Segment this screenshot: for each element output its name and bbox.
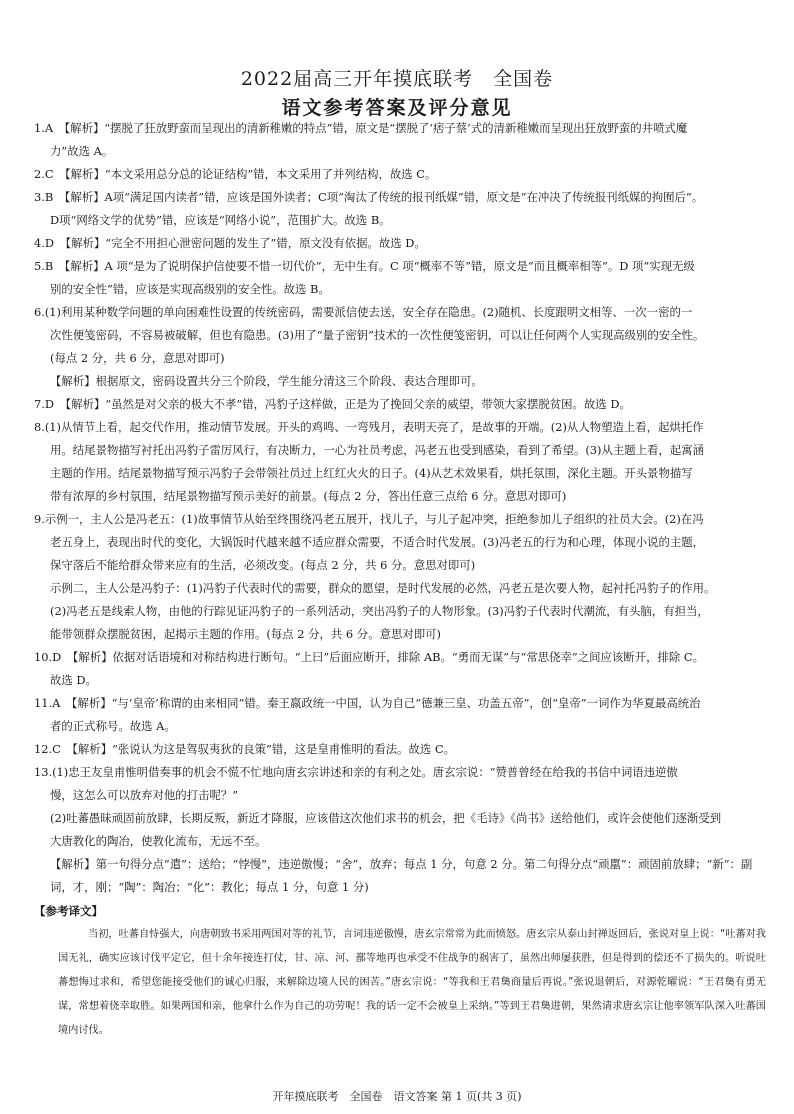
answer-line: (每点 2 分，共 6 分，意思对即可) bbox=[50, 351, 225, 365]
answer-line: 大唐教化的陶冶，使教化流布，无远不至。 bbox=[50, 834, 267, 848]
answer-line: 带有浓厚的乡村氛围，结尾景物描写预示美好的前景。(每点 2 分，答出任意三点给 6 分。意思对即可) bbox=[50, 489, 567, 503]
answer-line: 主题的作用。结尾景物描写预示冯豹子会带领社员过上红红火火的日子。(4)从艺术效果看，烘托氛围，深化主题。开头景物描写 bbox=[50, 466, 693, 480]
answer-line: 慢，这怎么可以放弃对他的打击呢？” bbox=[50, 788, 239, 802]
answer-line: 10.D 【解析】依据对话语境和对称结构进行断句。“上曰”后面应断开，排除 AB。“勇而无谋”与“常思侥幸”之间应该断开，排除 C。 bbox=[34, 650, 704, 664]
page-subtitle: 语文参考答案及评分意见 bbox=[281, 97, 513, 119]
answer-line: (2)冯老五是线索人物，由他的行踪见证冯豹子的一系列活动，突出冯豹子的人物形象。(3)冯豹子代表时代潮流，有头脑，有担当， bbox=[50, 604, 709, 618]
answer-line: 8.(1)从情节上看，起交代作用，推动情节发展。开头的鸡鸣、一弯残月，表明天亮了，是故事的开端。(2)从人物塑造上看，起烘托作 bbox=[34, 420, 704, 434]
answer-line: 【解析】根据原文，密码设置共分三个阶段，学生能分清这三个阶段、表达合理即可。 bbox=[50, 374, 483, 388]
answer-line: 7.D 【解析】“虽然是对父亲的极大不孝”错，冯豹子这样做，正是为了挽回父亲的威望，带领大家摆脱贫困。故选 D。 bbox=[34, 397, 631, 411]
answer-line: 11.A 【解析】“与‘皇帝’称谓的由来相同”错。秦王嬴政统一中国，认为自己“德兼三皇、功盖五帝”，创“皇帝”一词作为华夏最高统治 bbox=[34, 696, 701, 710]
answer-line: 能带领群众摆脱贫困，起揭示主题的作用。(每点 2 分，共 6 分。意思对即可) bbox=[50, 627, 441, 641]
answer-line: 2.C 【解析】“本文采用总分总的论证结构”错，本文采用了并列结构，故选 C。 bbox=[34, 167, 437, 181]
answer-line: 12.C 【解析】“张说认为这是驾驭夷狄的良策”错，这是皇甫惟明的看法。故选 C。 bbox=[34, 742, 456, 756]
answer-line: 3.B 【解析】A项“满足国内读者”错，应该是国外读者；C项“淘汰了传统的报刊纸媒”错，原文是“在冲决了传统报刊纸媒的拘囿后”。 bbox=[34, 190, 704, 204]
answer-line: 6.(1)利用某种数学问题的单向困难性设置的传统密码，需要派信使去送，安全存在隐患。(2)随机、长度跟明文相等、一次一密的一 bbox=[34, 305, 693, 319]
reference-translation-heading: 【参考译文】 bbox=[34, 904, 103, 918]
answer-line: 用。结尾景物描写衬托出冯豹子雷厉风行，有决断力，一心为社员考虑，冯老五也受到感染，看到了希望。(3)从主题上看，起寓涵 bbox=[50, 443, 705, 457]
answer-line: 力”故选 A。 bbox=[50, 144, 114, 158]
answer-line: 示例二，主人公是冯豹子：(1)冯豹子代表时代的需要，群众的愿望，是时代发展的必然，冯老五是次要人物，起衬托冯豹子的作用。 bbox=[50, 581, 716, 595]
answer-line: D项“网络文学的优势”错，应该是“网络小说”，范围扩大。故选 B。 bbox=[50, 213, 391, 227]
page-footer: 开年摸底联考 全国卷 语文答案 第 1 页(共 3 页) bbox=[272, 1090, 522, 1103]
answer-line: 1.A 【解析】“摆脱了狂放野蛮而呈现出的清新稚嫩的特点”错，原文是“摆脱了‘痞子蔡’式的清新稚嫩而呈现出狂放野蛮的井喷式魔 bbox=[34, 121, 688, 135]
answer-line: 故选 D。 bbox=[50, 673, 97, 687]
answer-line: 词，才，刚；“陶”：陶冶；“化”：教化；每点 1 分，句意 1 分) bbox=[50, 880, 369, 894]
answer-line: 保守落后不能给群众带来应有的生活，必须改变。(每点 2 分，共 6 分。意思对即可) bbox=[50, 558, 476, 572]
answer-line: 5.B 【解析】A 项“是为了说明保护信使要不惜一切代价”，无中生有。C 项“概率不等”错，原文是“而且概率相等”。D 项“实现无级 bbox=[34, 259, 695, 273]
page-title: 2022届高三开年摸底联考 全国卷 bbox=[240, 68, 554, 90]
answer-line: 9.示例一，主人公是冯老五：(1)故事情节从始至终围绕冯老五展开，找儿子，与儿子起冲突，拒绝参加儿子组织的社员大会。(2)在冯 bbox=[34, 512, 704, 526]
answer-line: 者的正式称号。故选 A。 bbox=[50, 719, 176, 733]
answer-line: 别的安全性”错，应该是实现高级别的安全性。故选 B。 bbox=[50, 282, 330, 296]
answer-body bbox=[34, 117, 766, 1043]
answer-line: 老五身上，表现出时代的变化，大锅饭时代越来越不适应群众需要，不适合时代发展。(3)冯老五的行为和心理，体现小说的主题， bbox=[50, 535, 705, 549]
reference-translation: 当初，吐蕃自恃强大，向唐朝致书采用两国对等的礼节，言词违逆傲慢，唐玄宗常常为此而愤怒。唐玄宗从泰山封禅返回后，张说对皇上说：“吐蕃对我国无礼，确实应该讨伐平定它，但十余年接连打仗，甘、凉、河、鄯等地再也承受不住战争的祸害了，虽然出师屡获胜，但是得到的偿还不了损失的。听说吐蕃想悔过求和，希望您能接受他们的诚心归服，来解除边境人民的困苦。”唐玄宗说：“等我和王君㚟商量后再说。”张说退朝后，对源乾曜说：“王君㚟有勇无谋，常想着侥幸取胜。如果两国和亲，他拿什么作为自己的功劳呢！我的话一定不会被皇上采纳。”等到王君㚟进朝，果然请求唐玄宗让他率领军队深入吐蕃国境内讨伐。 bbox=[58, 929, 766, 1036]
answer-line: (2)吐蕃愚昧顽固前放肆，长期反叛，新近才降服，应该借这次他们求书的机会，把《毛诗》《尚书》送给他们，或许会使他们逐渐受到 bbox=[50, 811, 722, 825]
answer-line: 13.(1)忠王友皇甫惟明借奏事的机会不慌不忙地向唐玄宗讲述和亲的有利之处。唐玄宗说：“赞普曾经在给我的书信中词语违逆傲 bbox=[34, 765, 678, 779]
answer-line: 4.D 【解析】“完全不用担心泄密问题的发生了”错，原文没有依据。故选 D。 bbox=[34, 236, 426, 250]
answer-line: 【解析】第一句得分点“遣”：送给；“悖慢”，违逆傲慢；“舍”，放弃；每点 1 分，句意 2 分。第二句得分点“顽嚚”：顽固前放肆；“新”：副 bbox=[50, 857, 753, 871]
answer-line: 次性便笺密码，不容易被破解，但也有隐患。(3)用了“量子密钥”技术的一次性便笺密钥，可以让任何两个人实现高级别的安全性。 bbox=[50, 328, 705, 342]
